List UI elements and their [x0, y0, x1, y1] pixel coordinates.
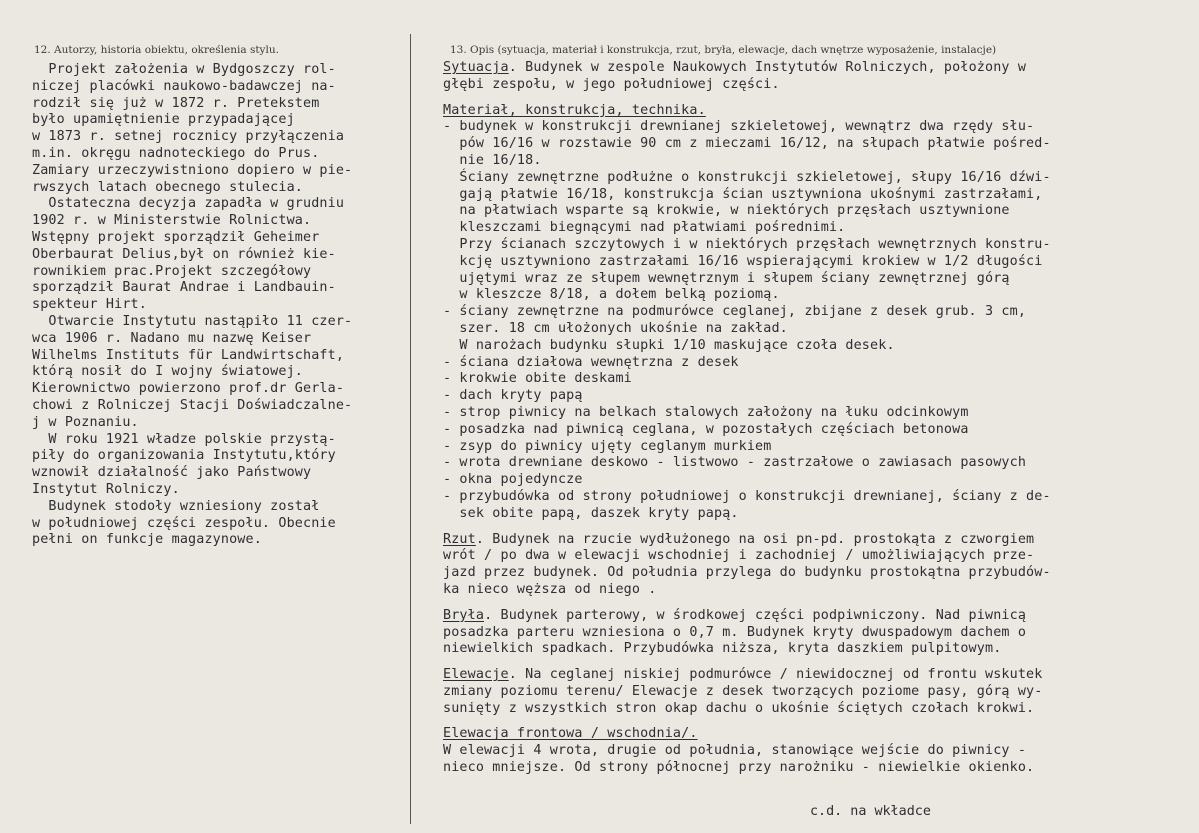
text-line: 1902 r. w Ministerstwie Rolnictwa. [32, 213, 312, 229]
text-line: Przy ścianach szczytowych i w niektórych przęsłach wewnętrznych konstru- [443, 236, 1051, 252]
section-text: . Budynek parterowy, w środkowej części podpiwniczony. Nad piwnicą [484, 607, 1027, 623]
text-line: sunięty z wszystkich stron okap dachu o ukośnie ściętych czołach krokwi. [443, 700, 1035, 716]
section-first-line [443, 667, 1051, 684]
section-heading: Elewacje [443, 667, 509, 683]
section-first-line [443, 532, 1051, 549]
text-line: Ostateczna decyzja zapadła w grudniu [32, 196, 345, 212]
section-heading: Rzut [443, 531, 476, 547]
text-line: piły do organizowania Instytutu,który [32, 448, 336, 464]
left-column-header: 12. Autorzy, historia obiektu, określenia stylu. [34, 44, 279, 56]
text-line: ka nieco węższa od niego . [443, 581, 657, 597]
text-line: Instytut Rolniczy. [32, 481, 180, 497]
text-line: sek obite papą, daszek kryty papą. [443, 505, 739, 521]
text-line: którą nosił do I wojny światowej. [32, 364, 303, 380]
text-line: - przybudówka od strony południowej o konstrukcji drewnianej, ściany z de- [443, 488, 1051, 504]
text-line: w kleszcze 8/18, a dołem belką poziomą. [443, 287, 780, 303]
section-text: . Na ceglanej niskiej podmurówce / niewidocznej od frontu wskutek [508, 667, 1043, 683]
text-line: gają płatwie 16/18, konstrukcja ścian usztywniona ukośnymi zastrzałami, [443, 186, 1043, 202]
text-line: niewielkich spadkach. Przybudówka niższa, kryta daszkiem pulpitowym. [443, 641, 1002, 657]
text-line: zmiany poziomu terenu/ Elewacje z desek tworzących poziome pasy, górą wy- [443, 683, 1043, 699]
text-line: rwszych latach obecnego stulecia. [32, 179, 303, 195]
text-line: kleszczami biegnącymi nad płatwiami pośrednimi. [443, 220, 846, 236]
section-text: . Budynek w zespole Naukowych Instytutów Rolniczych, położony w [508, 60, 1027, 75]
text-line: ujętymi wraz ze słupem wewnętrznym i słupem ściany zewnętrznej górą [443, 270, 1010, 286]
text-line: rownikiem prac.Projekt szczegółowy [32, 263, 312, 279]
text-line: - budynek w konstrukcji drewnianej szkieletowej, wewnątrz dwa rzędy słu- [443, 119, 1035, 135]
section-first-line [443, 608, 1051, 625]
section-heading: Materiał, konstrukcja, technika. [443, 102, 706, 118]
text-line: chowi z Rolniczej Stacji Doświadczalne- [32, 397, 353, 413]
text-line: - dach kryty papą [443, 388, 583, 404]
section-first-line [443, 103, 1051, 120]
text-line: nie 16/18. [443, 152, 542, 168]
text-line: Projekt założenia w Bydgoszczy rol- [32, 62, 336, 77]
text-line: - ściana działowa wewnętrzna z desek [443, 354, 739, 370]
text-line: było upamiętnienie przypadającej [32, 112, 295, 128]
text-line: - posadzka nad piwnicą ceglana, w pozostałych częściach betonowa [443, 421, 969, 437]
text-line: Wilhelms Instituts für Landwirtschaft, [32, 347, 345, 363]
text-line: na płatwiach wsparte są krokwie, w niektórych przęsłach usztywnione [443, 203, 1010, 219]
section-gap [443, 717, 1051, 726]
text-line: posadzka parteru wzniesiona o 0,7 m. Budynek kryty dwuspadowym dachem o [443, 624, 1027, 640]
text-line: - strop piwnicy na belkach stalowych założony na łuku odcinkowym [443, 404, 969, 420]
text-line: jazd przez budynek. Od południa przylega do budynku prostokątna przybudów- [443, 565, 1051, 581]
text-line: Otwarcie Instytutu nastąpiło 11 czer- [32, 313, 353, 329]
text-line: m.in. okręgu nadnoteckiego do Prus. [32, 145, 320, 161]
section-first-line [443, 726, 1051, 743]
text-line: W narożach budynku słupki 1/10 maskujące czoła desek. [443, 337, 895, 353]
left-column-text [32, 62, 352, 549]
text-line: pełni on funkcje magazynowe. [32, 532, 262, 548]
text-line: kcję usztywniono zastrzałami 16/16 wspierającymi krokiew w 1/2 długości [443, 253, 1043, 269]
text-line: wca 1906 r. Nadano mu nazwę Keiser [32, 330, 312, 346]
text-line: W roku 1921 władze polskie przystą- [32, 431, 336, 447]
text-line: pów 16/16 w rozstawie 90 cm z mieczami 16/12, na słupach płatwie pośred- [443, 136, 1051, 152]
text-line: rodził się już w 1872 r. Pretekstem [32, 95, 320, 111]
text-line: Ściany zewnętrzne podłużne o konstrukcji szkieletowej, słupy 16/16 dźwi- [443, 169, 1051, 185]
section-heading: Bryła [443, 607, 485, 623]
section-heading: Elewacja frontowa / wschodnia/. [443, 726, 698, 742]
text-line: Oberbaurat Delius,był on również kie- [32, 246, 336, 262]
text-line: j w Poznaniu. [32, 414, 139, 430]
section-text: . Budynek na rzucie wydłużonego na osi pn-pd. prostokąta z czworgiem [475, 531, 1035, 547]
right-column-text [443, 60, 1051, 777]
text-line: W elewacji 4 wrota, drugie od południa, stanowiące wejście do piwnicy - [443, 743, 1027, 759]
text-line: w południowej części zespołu. Obecnie [32, 515, 336, 531]
section-gap [443, 658, 1051, 667]
text-line: szer. 18 cm ułożonych ukośnie na zakład. [443, 320, 788, 336]
text-line: Kierownictwo powierzono prof.dr Gerla- [32, 381, 345, 397]
column-divider [410, 34, 411, 824]
text-line: Wstępny projekt sporządził Geheimer [32, 229, 320, 245]
text-line: w 1873 r. setnej rocznicy przyłączenia [32, 129, 345, 145]
text-line: spekteur Hirt. [32, 297, 147, 313]
text-line: niczej placówki naukowo-badawczej na- [32, 78, 336, 94]
text-line: - krokwie obite deskami [443, 371, 632, 387]
text-line: wrót / po dwa w elewacji wschodniej i zachodniej / umożliwiających prze- [443, 548, 1035, 564]
section-gap [443, 599, 1051, 608]
right-column-header: 13. Opis (sytuacja, materiał i konstrukcja, rzut, bryła, elewacje, dach wnętrze wyposażenie, instalacje) [450, 44, 997, 56]
text-line: Zamiary urzeczywistniono dopiero w pie- [32, 162, 353, 178]
continuation-note: c.d. na wkładce [810, 804, 931, 819]
section-gap [443, 523, 1051, 532]
section-gap [443, 94, 1051, 103]
section-first-line [443, 60, 1051, 77]
text-line: sporządził Baurat Andrae i Landbauin- [32, 280, 336, 296]
text-line: - wrota drewniane deskowo - listwowo - zastrzałowe o zawiasach pasowych [443, 455, 1027, 471]
text-line: - ściany zewnętrzne na podmurówce ceglanej, zbijane z desek grub. 3 cm, [443, 304, 1027, 320]
text-line: głębi zespołu, w jego południowej części. [443, 76, 780, 92]
text-line: wznowił działalność jako Państwowy [32, 465, 312, 481]
text-line: - okna pojedyncze [443, 472, 583, 488]
text-line: nieco mniejsze. Od strony północnej przy narożniku - niewielkie okienko. [443, 760, 1035, 776]
section-heading: Sytuacja [443, 60, 509, 75]
text-line: - zsyp do piwnicy ujęty ceglanym murkiem [443, 438, 772, 454]
text-line: Budynek stodoły wzniesiony został [32, 498, 320, 514]
